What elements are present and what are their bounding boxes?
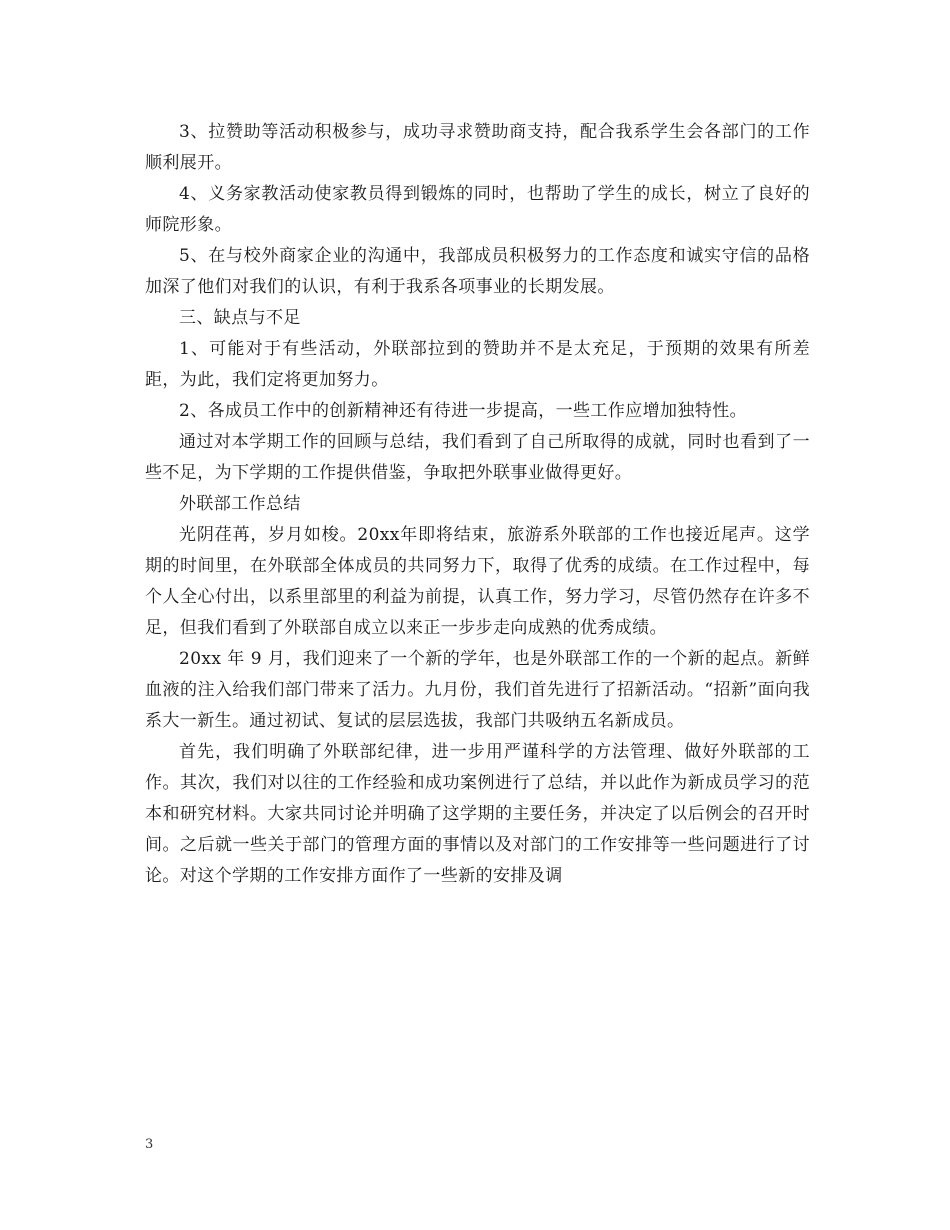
- section-heading-shortcomings: 三、缺点与不足: [179, 308, 301, 328]
- paragraph-shortcoming-2: 2、各成员工作中的创新精神还有待进一步提高，一些工作应增加独特性。: [179, 401, 748, 421]
- paragraph-item-4: 4、义务家教活动使家教员得到锻炼的同时，也帮助了学生的成长，树立了良好的师院形象。: [145, 184, 810, 235]
- paragraph-summary-intro: 光阴荏苒，岁月如梭。20xx年即将结束，旅游系外联部的工作也接近尾声。这学期的时间里，在外联部全体成员的共同努力下，取得了优秀的成绩。在工作过程中，每个人全心付出，以系里部里的利益为前提，认真工作，努力学习，尽管仍然存在许多不足，但我们看到了外联部自成立以来正一步步走向成熟的优秀成绩。: [145, 525, 810, 638]
- paragraph-recruitment: 20xx 年 9 月，我们迎来了一个新的学年，也是外联部工作的一个新的起点。新鲜血液的注入给我们部门带来了活力。九月份，我们首先进行了招新活动。“招新”面向我系大一新生。通过初试、复试的层层选拔，我部门共吸纳五名新成员。: [145, 649, 810, 731]
- paragraph-shortcoming-1: 1、可能对于有些活动，外联部拉到的赞助并不是太充足，于预期的效果有所差距，为此，我们定将更加努力。: [145, 339, 810, 390]
- paragraph-conclusion: 通过对本学期工作的回顾与总结，我们看到了自己所取得的成就，同时也看到了一些不足，为下学期的工作提供借鉴，争取把外联事业做得更好。: [145, 432, 810, 483]
- paragraph-item-3: 3、拉赞助等活动积极参与，成功寻求赞助商支持，配合我系学生会各部门的工作顺利展开。: [145, 122, 810, 173]
- page-number: 3: [145, 1137, 154, 1152]
- paragraph-item-5: 5、在与校外商家企业的沟通中，我部成员积极努力的工作态度和诚实守信的品格加深了他们对我们的认识，有利于我系各项事业的长期发展。: [145, 246, 810, 297]
- document-body: [145, 117, 810, 892]
- paragraph-discipline: 首先，我们明确了外联部纪律，进一步用严谨科学的方法管理、做好外联部的工作。其次，我们对以往的工作经验和成功案例进行了总结，并以此作为新成员学习的范本和研究材料。大家共同讨论并明确了这学期的主要任务，并决定了以后例会的召开时间。之后就一些关于部门的管理方面的事情以及对部门的工作安排等一些问题进行了讨论。对这个学期的工作安排方面作了一些新的安排及调: [145, 742, 810, 886]
- section-heading-summary: 外联部工作总结: [179, 494, 301, 514]
